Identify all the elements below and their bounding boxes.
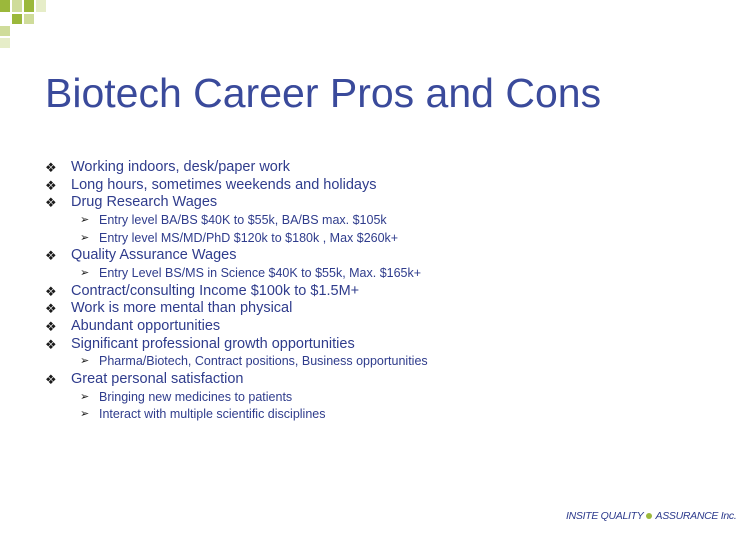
deco-square — [12, 14, 22, 24]
bullet-list — [45, 159, 705, 424]
list-item-text: Great personal satisfaction — [71, 370, 244, 387]
list-item-text: Quality Assurance Wages — [71, 247, 237, 264]
list-item-text: Interact with multiple scientific disciplines — [99, 407, 326, 422]
diamond-bullet-icon: ❖ — [45, 318, 57, 334]
list-item — [45, 177, 705, 195]
list-item — [45, 265, 705, 283]
list-item-text: Bringing new medicines to patients — [99, 389, 293, 404]
list-item — [45, 194, 705, 212]
diamond-bullet-icon: ❖ — [45, 301, 57, 317]
list-item — [45, 371, 705, 389]
list-item-text: Entry level MS/MD/PhD $120k to $180k , Max $260k+ — [99, 230, 399, 245]
diamond-bullet-icon: ❖ — [45, 160, 57, 175]
arrow-bullet-icon: ➢ — [80, 266, 90, 279]
diamond-bullet-icon: ❖ — [45, 248, 57, 264]
list-item-text: Working indoors, desk/paper work — [71, 159, 290, 175]
arrow-bullet-icon: ➢ — [80, 390, 90, 403]
list-item-text: Abundant opportunities — [71, 317, 221, 334]
deco-square — [0, 38, 10, 48]
diamond-bullet-icon: ❖ — [45, 283, 57, 299]
list-item-text: Significant professional growth opportunities — [71, 335, 355, 352]
deco-square — [12, 0, 22, 12]
list-item — [45, 406, 705, 424]
list-item-text: Contract/consulting Income $100k to $1.5M+ — [71, 282, 360, 299]
arrow-bullet-icon: ➢ — [80, 355, 90, 368]
list-item — [45, 318, 705, 336]
deco-square — [0, 26, 10, 36]
logo-dot-icon — [646, 513, 652, 519]
list-item-text: Work is more mental than physical — [71, 300, 293, 317]
list-item — [45, 336, 705, 354]
list-item — [45, 300, 705, 318]
logo-text-left: INSITE QUALITY — [566, 510, 644, 522]
list-item-text: Drug Research Wages — [71, 194, 218, 211]
list-item — [45, 230, 705, 248]
list-item — [45, 212, 705, 230]
list-item-text: Entry Level BS/MS in Science $40K to $55k, Max. $165k+ — [99, 265, 422, 280]
diamond-bullet-icon: ❖ — [45, 336, 57, 352]
company-logo — [566, 510, 736, 522]
arrow-bullet-icon: ➢ — [80, 408, 90, 421]
diamond-bullet-icon: ❖ — [45, 371, 57, 387]
list-item — [45, 353, 705, 371]
deco-square — [36, 0, 46, 12]
list-item — [45, 159, 705, 177]
list-item — [45, 283, 705, 301]
deco-square — [0, 0, 10, 12]
list-item — [45, 389, 705, 407]
logo-text-right: ASSURANCE Inc. — [655, 510, 736, 522]
deco-square — [24, 0, 34, 12]
list-item — [45, 247, 705, 265]
arrow-bullet-icon: ➢ — [80, 231, 90, 244]
slide-title: Biotech Career Pros and Cons — [45, 70, 602, 116]
deco-square — [24, 14, 34, 24]
list-item-text: Long hours, sometimes weekends and holidays — [71, 176, 377, 193]
list-item-text: Pharma/Biotech, Contract positions, Business opportunities — [99, 354, 428, 369]
arrow-bullet-icon: ➢ — [80, 214, 90, 227]
diamond-bullet-icon: ❖ — [45, 177, 57, 193]
list-item-text: Entry level BA/BS $40K to $55k, BA/BS max. $105k — [99, 213, 387, 228]
diamond-bullet-icon: ❖ — [45, 195, 57, 211]
